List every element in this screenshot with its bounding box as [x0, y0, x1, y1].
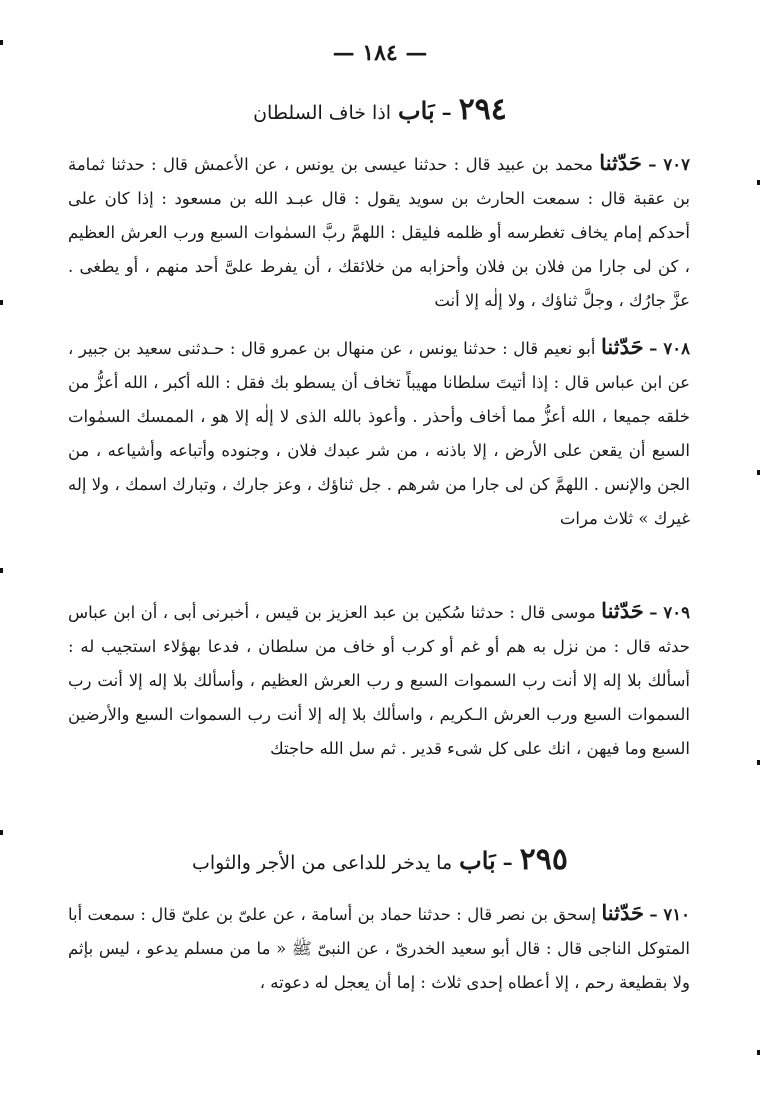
hadith-number: ٧١٠ – — [649, 905, 690, 924]
chapter-dash: – — [502, 850, 513, 874]
chapter-dash: – — [441, 100, 452, 124]
hadith-keyword: حَدّثنا — [600, 334, 644, 359]
hadith-number: ٧٠٩ – — [649, 603, 691, 622]
hadith-keyword: حَدّثنا — [601, 598, 644, 623]
hadith-keyword: حَدّثنا — [599, 150, 642, 175]
chapter-word: بَاب — [398, 96, 435, 125]
margin-speck — [0, 568, 3, 573]
chapter-heading-294 — [60, 92, 700, 127]
hadith-709 — [68, 594, 690, 766]
hadith-text: موسى قال : حدثنا سُكين بن عبد العزيز بن قيس ، أخبرنى أبى ، أن ابن عباس حدثه قال : من نزل به هم أو غم أو كرب أو خاف من سلطان ، فدعا بهؤلاء استجيب له : أسألك بلا إله إلا أنت رب السموات السبع و رب العرش العظيم ، وأسألك بلا إله إلا أنت رب السموات السبع ورب العرش الـكريم ، واسألك بلا إله إلا أنت رب السموات السبع والأرضين السبع وما فيهن ، انك على كل شىء قدير . ثم سل الله حاجتك — [68, 603, 690, 758]
hadith-text: محمد بن عبيد قال : حدثنا عيسى بن يونس ، عن الأعمش قال : حدثنا ثمامة بن عقبة قال : سمعت الحارث بن سويد يقول : قال عبـد الله بن مسعود : إذا كان على أحدكم إمام يخاف تغطرسه أو ظلمه فليقل : اللهمَّ ربَّ السمٰوات السبع ورب العرش العظيم ، كن لى جارا من فلان بن فلان وأحزابه من خلائقك ، أن يفرط علىَّ أحد منهم ، أو يطغى . عزَّ جارُك ، وجلَّ ثناؤك ، ولا إلٰه إلا أنت — [68, 155, 690, 310]
page-number: — ١٨٤ — — [332, 40, 428, 66]
hadith-710 — [68, 896, 690, 1000]
chapter-word: بَاب — [459, 846, 496, 875]
hadith-708 — [68, 330, 690, 536]
hadith-number: ٧٠٨ – — [649, 339, 691, 358]
margin-speck — [0, 830, 3, 835]
chapter-number: ٢٩٤ — [458, 92, 507, 127]
chapter-heading-295 — [60, 842, 700, 877]
hadith-number: ٧٠٧ – — [648, 155, 690, 174]
hadith-text: أبو نعيم قال : حدثنا يونس ، عن منهال بن عمرو قال : حـدثنى سعيد بن جبير ، عن ابن عباس قال : إذا أتيتَ سلطانا مهيباً تخاف أن يسطو بك فقل : الله أكبر ، الله أعزُّ من خلقه جميعا ، الله أعزُّ مما أخاف وأحذر . وأعوذ بالله الذى لا إلٰه إلا هو ، الممسك السمٰوات السبع أن يقعن على الأرض ، إلا باذنه ، من شر عبدك فلان ، وجنوده وأتباعه وأشياعه ، من الجن والإنس . اللهمَّ كن لى جارا من شرهم . جل ثناؤك ، وعز جارك ، وتبارك اسمك ، ولا إله غيرك » ثلاث مرات — [68, 339, 691, 528]
hadith-707 — [68, 146, 690, 318]
chapter-number: ٢٩٥ — [519, 842, 568, 877]
hadith-text: إسحق بن نصر قال : حدثنا حماد بن أسامة ، عن علىّ بن علىّ قال : سمعت أبا المتوكل الناجى قال : قال أبو سعيد الخدرىّ ، عن النبىّ ﷺ « ما من مسلم يدعو ، ليس بإثم ولا بقطيعة رحم ، إلا أعطاه إحدى ثلاث : إما أن يعجل له دعوته ، — [68, 905, 690, 992]
margin-speck — [0, 40, 3, 45]
margin-speck — [0, 300, 3, 305]
chapter-title: ما يدخر للداعى من الأجر والثواب — [192, 852, 453, 874]
chapter-title: اذا خاف السلطان — [253, 102, 392, 124]
hadith-keyword: حَدّثنا — [601, 900, 644, 925]
